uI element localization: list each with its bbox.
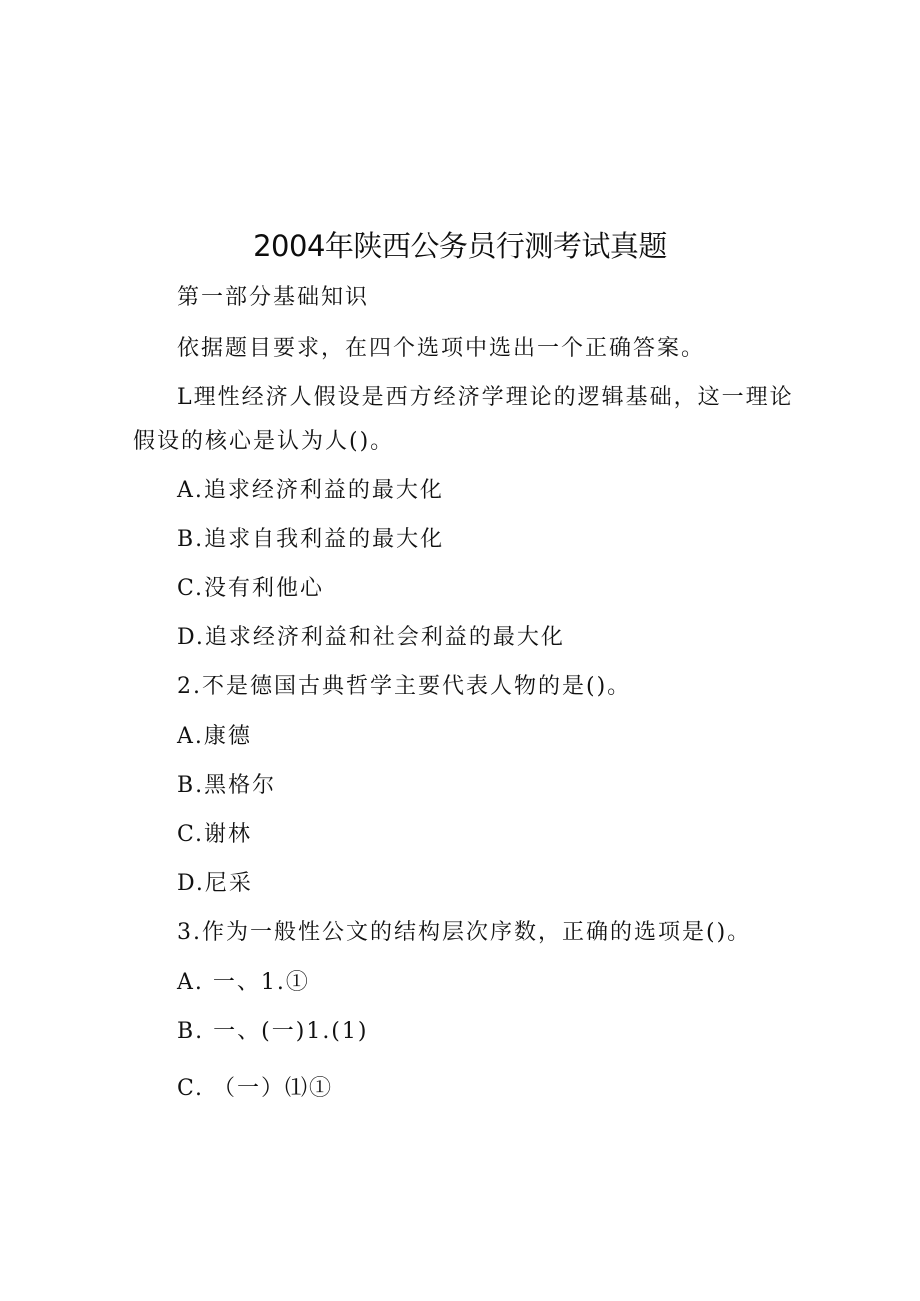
question-3-option-b: B. 一、(一)1.(1) xyxy=(177,1019,369,1044)
question-1-option-c: C.没有利他心 xyxy=(177,576,325,601)
instruction-text: 依据题目要求，在四个选项中选出一个正确答案。 xyxy=(177,336,706,361)
question-2-option-a: A.康德 xyxy=(177,724,252,749)
question-1-option-a: A.追求经济利益的最大化 xyxy=(177,478,444,503)
question-3-option-a: A. 一、1.① xyxy=(177,970,310,995)
question-3-option-c: C. （一）⑴① xyxy=(177,1076,334,1101)
question-1-stem-line-1: L理性经济人假设是西方经济学理论的逻辑基础，这一理论 xyxy=(177,385,794,410)
question-2-option-b: B.黑格尔 xyxy=(177,773,277,798)
document-title: 2004年陕西公务员行测考试真题 xyxy=(253,229,667,263)
section-heading: 第一部分基础知识 xyxy=(177,285,370,310)
question-2-option-c: C.谢林 xyxy=(177,822,253,847)
question-2-option-d: D.尼采 xyxy=(177,871,253,896)
question-1-option-d: D.追求经济利益和社会利益的最大化 xyxy=(177,625,565,650)
question-2-stem: 2.不是德国古典哲学主要代表人物的是()。 xyxy=(177,674,632,699)
question-1-stem-line-2: 假设的核心是认为人()。 xyxy=(133,429,395,454)
question-3-stem: 3.作为一般性公文的结构层次序数，正确的选项是()。 xyxy=(177,920,752,945)
question-1-option-b: B.追求自我利益的最大化 xyxy=(177,527,445,552)
